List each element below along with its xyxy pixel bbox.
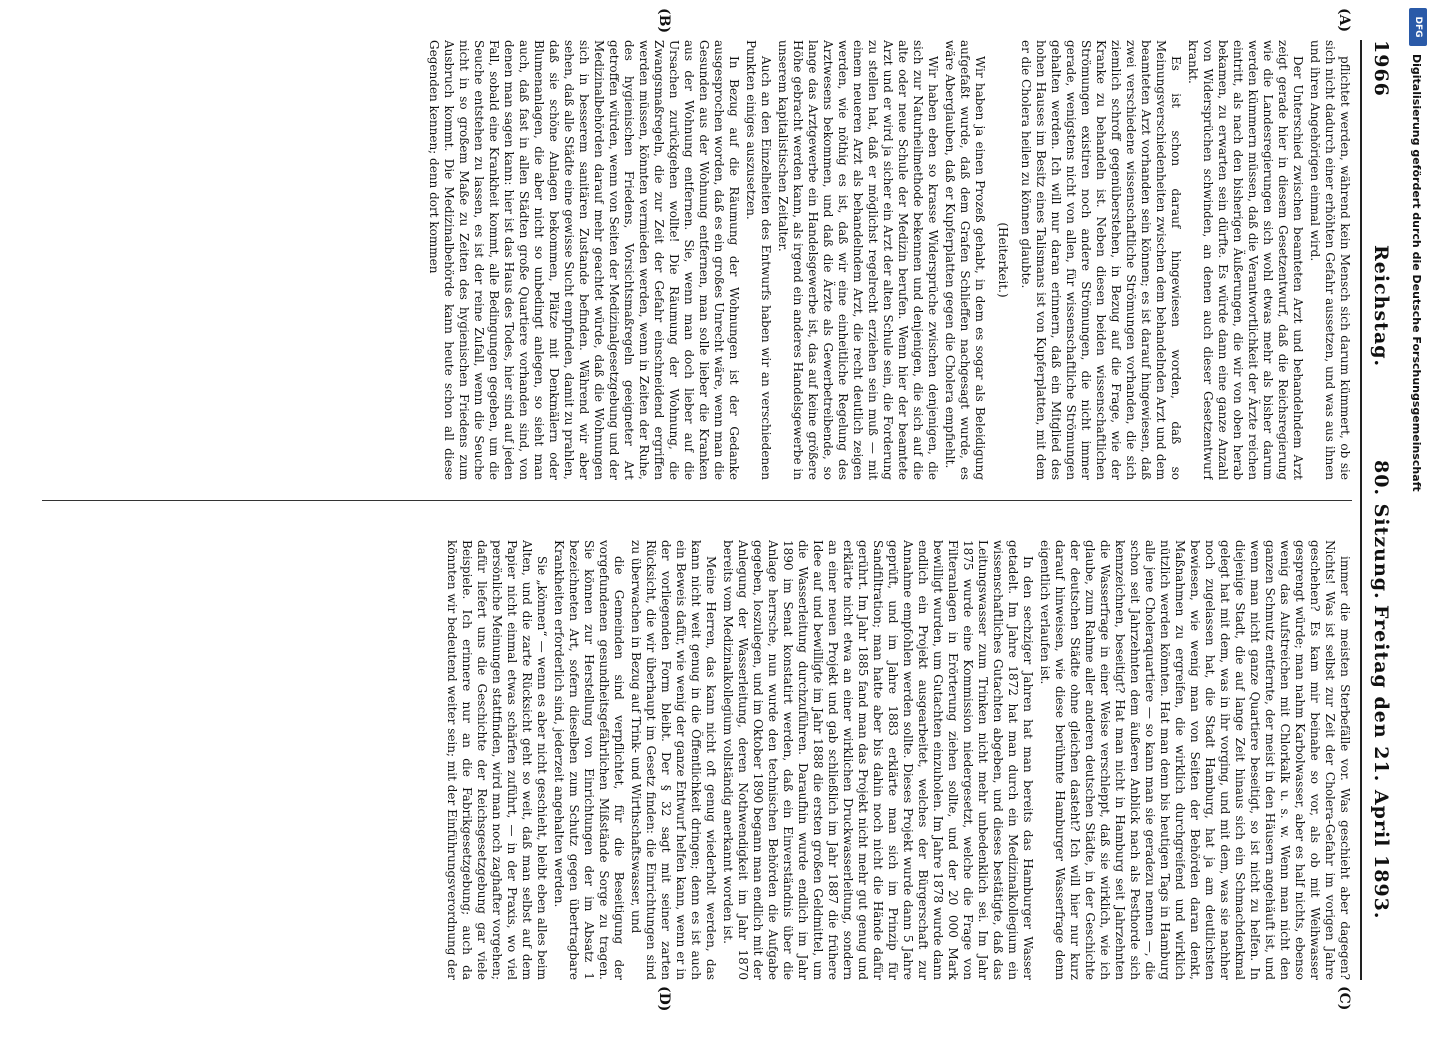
paragraph: Sie „können“ — wenn es aber nicht geschieht, bleibt eben alles beim Alten, und die zarte Rücksicht geht so weit, daß man selbst auf dem Papier nicht einmal etwas schärfen zuführt, — in der Praxis, wo viel persönliche Meinungen stattfinden, wird man noch zaghafter vorgehen; dafür liefert uns die Geschichte der Reichsgesetzgebung gar viele Beispiele. Ich erinnere nur an die Fabrikgesetzgebung; auch da könnten wir bedeutend weiter sein; mit der Einführungsverordnung der — [445, 540, 549, 980]
paragraph: Auch an den Einzelheiten des Entwurfs haben wir an verschiedenen Punkten einiges auszusetzen. — [744, 40, 773, 480]
session-number: 80. Sitzung. — [1370, 460, 1392, 600]
margin-marker-a: (A) — [1336, 8, 1352, 33]
running-title: Reichstag. — [1370, 245, 1392, 368]
header-rule — [1360, 40, 1362, 980]
paragraph: In den sechziger Jahren hat man bereits das Hamburger Wasser getadelt. Im Jahre 1872 hat man durch ein Medizinalkollegium ein wissenschaftliches Gutachten abgeben, und dieses bestätigte, daß das Leitungswasser zum Trinken nicht mehr unbedenklich sei. Im Jahr 1875 wurde eine Kommission niedergesetzt, welche die Frage von Filteranlagen in Erörterung ziehen sollte, und der 20 000 Mark bewilligt wurden, um Gutachten einzuholen. Im Jahre 1878 wurde dann endlich ein Projekt ausgearbeitet, welches der Bürgerschaft zur Annahme empfohlen werden sollte. Dieses Projekt wurde dann 5 Jahre geprüft, und im Jahre 1883 erklärte man sich im Prinzip für Sandfiltration; man hatte aber bis dahin noch nicht die Hände dafür gerührt. Im Jahr 1885 fand man das Projekt nicht mehr gut genug und erklärte nicht etwa an einer wirklichen Druckwasserleitung, sondern an einer neuen Projekt und gab schließlich im Jahr 1887 die frühere Idee auf und bewilligte im Jahr 1888 die ersten großen Geldmittel, um die Wasserleitung durchzuführen. Daraufhin wurde endlich im Jahr 1890 im Senat konstatirt werden, daß ein Einverständnis über die Anlage herrsche, nun wurde den technischen Behörden die Aufgabe gegeben, loszulegen, und im Oktober 1890 begann man endlich mit der Anlegung der Wasserleitung, deren Nothwendigkeit im Jahr 1870 bereits vom Medizinalkollegium vollständig anerkannt worden ist. — [721, 540, 1035, 980]
left-column — [42, 40, 1352, 480]
quoted-paragraph: die Gemeinden sind verpflichtet, für die Beseitigung der vorgefundenen gesundheitsgefährlichen Mißstände Sorge zu tragen. Sie können zur Herstellung von Einrichtungen der im Absatz 1 bezeichneten Art, sofern dieselben zum Schutz gegen übertragbare Krankheiten erforderlich sind, jederzeit angehalten werden. — [552, 540, 626, 980]
session-date: Freitag den 21. April 1893. — [1370, 605, 1392, 920]
digitization-credit — [1404, 8, 1428, 992]
paragraph: Wir haben eben so krasse Widersprüche zwischen denjenigen, die sich zur Naturheilmethode bekennen und denjenigen, die sich auf die alte oder neue Schule der Medizin berufen. Wenn hier der beamtete Arzt und er wird ja sicher ein Arzt der alten Schule sein, die Forderung zu stellen hat, daß er möglichst regelrecht erziehen sein muß — mit einem neueren Arzt als behandelndem Arzt, die recht deutlich zeigen werden, wie nöthig es ist, daß wir eine einheitliche Regelung des Arztwesens bekommen, und daß die Ärzte als Gewerbetreibende, so lange das Arztgewerbe ein Handelsgewerbe ist, das auf keine größere Höhe gebracht werden kann, als irgend ein anderes Handelsgewerbe in unserem kapitalistischen Zeitalter. — [776, 40, 940, 480]
credit-text: Digitalisierung gefördert durch die Deutsche Forschungsgemeinschaft — [1410, 54, 1423, 492]
dfg-logo-text: DFG — [1413, 16, 1423, 38]
margin-marker-b: (B) — [656, 8, 672, 34]
paragraph: immer die meisten Sterbefälle vor. Was geschieht aber dagegen? Nichts! Was ist selbst zur Zeit der Cholera-Gefahr im vorigen Jahre geschehen? Es kam mir beinahe so vor, als ob mit Weihwasser gesprengt würde; man nahm Karbolwasser, aber es half nichts, ebenso wenig das Aufstreichen mit Chlorkalk u. s. w. Wenn man nicht den ganzen Schmutz entfernte, der meist in den Häusern angehäuft ist, und wenn man nicht ganze Quartiere beseitigt, so ist nicht zu helfen. In diejenige Stadt, die auf lange Zeit hinaus sich ein Schmachdenkmal gelegt hat mit dem, was in ihr vorging, und mit dem, was sie nachher noch zugelassen hat, die Stadt Hamburg, hat ja am deutlichsten bewiesen, wie wenig man von Seiten der Behörden daran denkt, Maßnahmen zu ergreifen, die wirklich durchgreifend und wirklich nützlich werden könnten. Hat man denn bis heutigen Tags in Hamburg alle jene Choleraquartiere — so kann man sie geradezu nennen —, die schon seit Jahrzehnten dem äußeren Anblick nach als Pesthorde sich kennzeichnen, beseitigt? Hat man nicht in Hamburg seit Jahrzehnten die Wasserfrage in einer Weise verschleppt, daß sie wirklich, wie ich glaube, zum Rahme aller anderen deutschen Städte, in der Geschichte der deutschen Städte ohne gleichen dasteht? Ich will hier nur kurz darauf hinweisen, wie diese berühmte Hamburger Wasserfrage denn eigentlich verlaufen ist. — [1038, 540, 1352, 980]
paragraph: pflichtet werden, während kein Mensch sich darum kümmert, ob sie sich nicht dadurch einer erhöhten Gefahr aussetzen, und was aus ihnen und ihren Angehörigen einmal wird. — [1308, 40, 1352, 480]
paragraph: Wir haben ja einen Prozeß gehabt, in dem es sogar als Beleidigung aufgefaßt wurde, daß dem Grafen Schlieffen nachgesagt wurde, es wäre Aberglauben, daß er Kupferplatten gegen die Cholera empfiehlt. — [943, 40, 987, 480]
paragraph: Der Unterschied zwischen beamteten Arzt und behandelndem Arzt zeigt gerade hier in diesem Gesetzentwurf, daß die Reichsregierung wie die Landesregierungen sich wohl etwas mehr als bisher darum werden kümmern müssen, daß die Verantwortlichkeit der Ärzte reichen eintritt, als nach den bisherigen Äußerungen, die wir von oben herab bekamen, zu erwarten sein dürfte. Es würde dann eine ganze Anzahl von Widersprüchen schwinden, an denen auch dieser Gesetzentwurf krankt. — [1186, 40, 1305, 480]
interjection: (Heiterkeit.) — [996, 222, 1010, 298]
page-number: 1966 — [1370, 40, 1392, 97]
page-header — [1364, 40, 1394, 980]
paragraph: In Bezug auf die Räumung der Wohnungen ist der Gedanke ausgesprochen worden, daß es ein großes Unrecht wäre, wenn man die Gesunden aus der Wohnung entfernen, man solle lieber die Kranken aus der Wohnung entfernen. Sie, wenn man doch lieber auf die Ursachen zurückgehen wollte! Die Räumung der Wohnung, die Zwangsmaßregeln, die zur Zeit der Gefahr einschneidend ergriffen werden müssen, könnten vermieden werden, wenn in Zeiten der Ruhe, des hygienischen Friedens, Vorsichtsmaßregeln geeigneter Art getroffen würden, wenn von Seiten der Medizinalgesetzgebung und der Medizinalbehörden darauf mehr geachtet würde, daß die Wohnungen sich in besserem sanitären Zustande befinden. Während wir aber sehen, daß alle Städte eine gewisse Sucht empfinden, damit zu prahlen, daß sie schöne Anlagen bekommen, Plätze mit Denkmälern oder Blumenanlagen, die aber nicht so unbedingt anlegen, so sieht man auch, daß fast in allen Städten große Quartiere vorhanden sind, von denen man sagen kann: hier ist das Haus des Todes, hier sind auf jeden Fall, sobald eine Krankheit kommt, alle Bedingungen gegeben, um die Seuche entstehen zu lassen, es ist der reine Zufall, wenn die Seuche nicht in so großem Maße zu Zeiten des hygienischen Friedens zum Ausbruch kommt. Die Medizinalbehörde kann heute schon all diese Gegenden kennen; denn dort kommen — [427, 40, 741, 480]
margin-marker-d: (D) — [656, 986, 672, 1012]
paragraph: Es ist schon darauf hingewiesen worden, daß so Meinungsverschiedenheiten zwischen dem behandelnden Arzt und dem beamteten Arzt vorhanden sein können; es ist darauf hingewiesen, daß zwei verschiedene wissenschaftliche Strömungen vorhanden, die sich ziemlich schroff gegenüberstehen, in Bezug auf die Frage, wie der Kranke zu behandeln ist. Neben diesen beiden wissenschaftlichen Strömungen existiren noch andere Strömungen, die nicht immer gerade, wenigstens nicht von allen, für wissenschaftliche Strömungen gehalten werden. Ich will nur daran erinnern, daß ein Mitglied des hohen Hauses im Besitz eines Talismans ist von Kupferplatten, mit dem er die Cholera heilen zu können glaubte. — [1019, 40, 1183, 480]
paragraph: Meine Herren, das kann nicht oft genug wiederholt werden, das kann nicht weit genug in die Öffentlichkeit dringen; denn es ist auch ein Beweis dafür, wie wenig der ganze Entwurf helfen kann, wenn er in der vorliegenden Form bleibt. Der § 32 sagt mit seiner zarten Rücksicht, die wir überhaupt im Gesetz finden: die Einrichtungen sind zu überwachen in Bezug auf Trink- und Wirthschaftswasser, und — [629, 540, 718, 980]
right-column — [42, 540, 1352, 980]
margin-marker-c: (C) — [1336, 986, 1352, 1011]
column-rule — [42, 500, 1352, 501]
